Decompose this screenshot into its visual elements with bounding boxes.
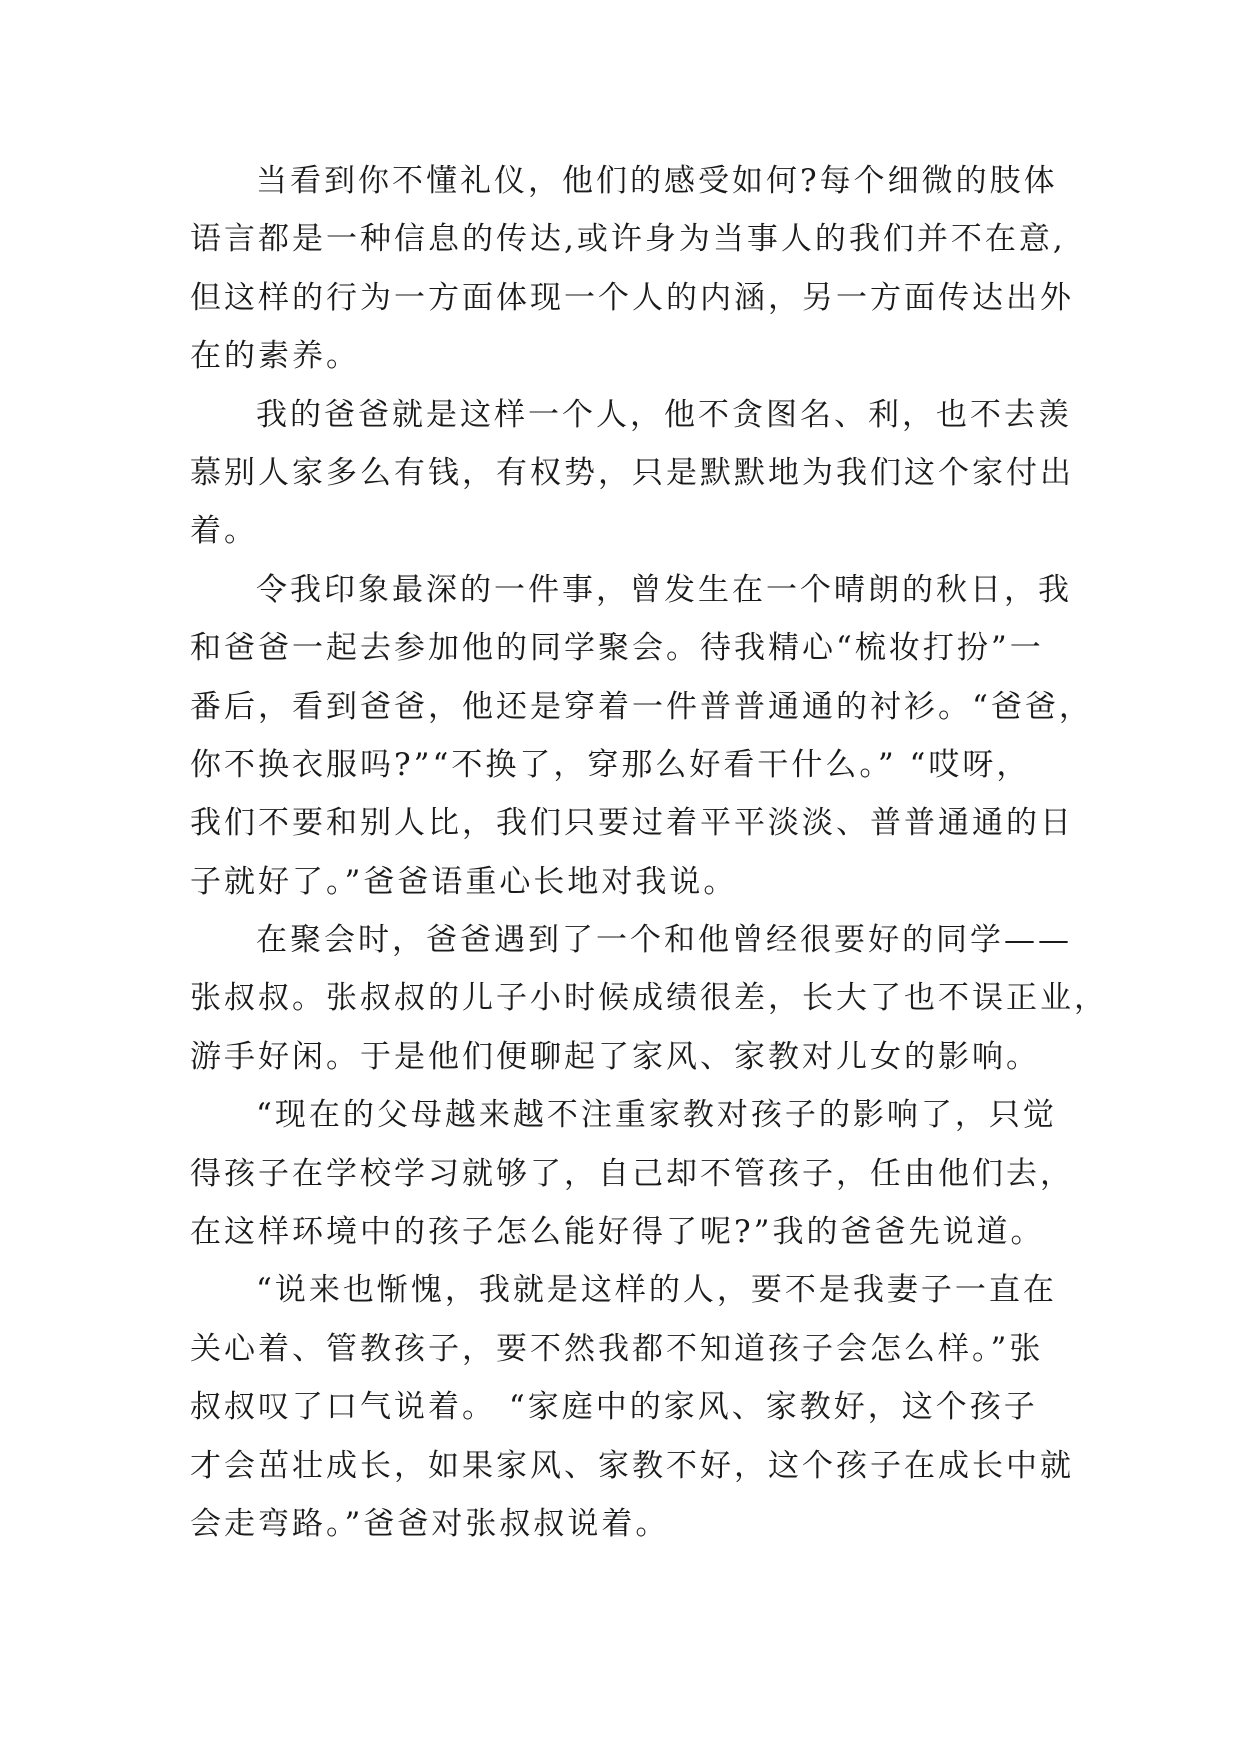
text-line: 游手好闲。于是他们便聊起了家风、家教对儿女的影响。 — [190, 1038, 1040, 1075]
text-line: 张叔叔。张叔叔的儿子小时候成绩很差，长大了也不误正业， — [190, 980, 1108, 1017]
text-line: 但这样的行为一方面体现一个人的内涵，另一方面传达出外 — [190, 279, 1074, 316]
text-line: 在的素养。 — [190, 338, 360, 375]
text-line: 令我印象最深的一件事，曾发生在一个晴朗的秋日，我 — [256, 571, 1072, 608]
text-line: 语言都是一种信息的传达,或许身为当事人的我们并不在意, — [190, 221, 1066, 258]
text-line: “现在的父母越来越不注重家教对孩子的影响了，只觉 — [256, 1097, 1057, 1134]
text-line: 慕别人家多么有钱，有权势，只是默默地为我们这个家付出 — [190, 454, 1074, 491]
text-line: 叔叔叹了口气说着。 “家庭中的家风、家教好，这个孩子 — [190, 1389, 1038, 1426]
text-line: 会走弯路。”爸爸对张叔叔说着。 — [190, 1505, 670, 1542]
text-line: 着。 — [190, 513, 258, 550]
text-line: 我的爸爸就是这样一个人，他不贪图名、利，也不去羡 — [256, 396, 1072, 433]
text-line: “说来也惭愧，我就是这样的人，要不是我妻子一直在 — [256, 1272, 1057, 1309]
text-line: 番后，看到爸爸，他还是穿着一件普普通通的衬衫。“爸爸， — [190, 688, 1093, 725]
text-line: 和爸爸一起去参加他的同学聚会。待我精心“梳妆打扮”一 — [190, 630, 1044, 667]
text-line: 在聚会时，爸爸遇到了一个和他曾经很要好的同学—— — [256, 922, 1072, 959]
text-line: 当看到你不懂礼仪，他们的感受如何?每个细微的肢体 — [256, 163, 1058, 199]
text-line: 你不换衣服吗?”“不换了，穿那么好看干什么。” “哎呀， — [190, 746, 1031, 783]
text-line: 关心着、管教孩子，要不然我都不知道孩子会怎么样。”张 — [190, 1330, 1044, 1367]
text-line: 我们不要和别人比，我们只要过着平平淡淡、普普通通的日 — [190, 805, 1074, 842]
text-line: 子就好了。”爸爸语重心长地对我说。 — [190, 863, 738, 900]
text-line: 得孩子在学校学习就够了，自己却不管孩子，任由他们去， — [190, 1155, 1074, 1192]
body-text — [190, 152, 1108, 1553]
text-line: 在这样环境中的孩子怎么能好得了呢?”我的爸爸先说道。 — [190, 1214, 1045, 1251]
text-line: 才会茁壮成长，如果家风、家教不好，这个孩子在成长中就 — [190, 1447, 1074, 1484]
